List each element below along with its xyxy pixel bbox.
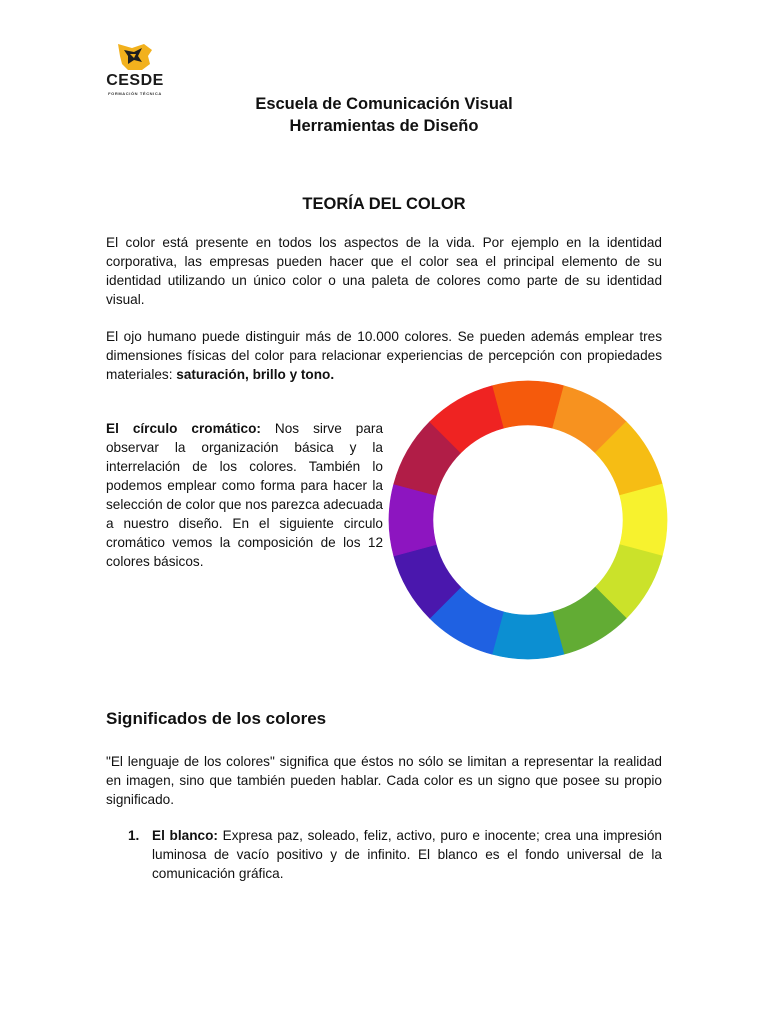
color-wheel-segment <box>492 381 564 428</box>
list-term: El blanco: <box>152 828 218 843</box>
list-item <box>128 826 662 883</box>
color-wheel-segment <box>389 484 436 556</box>
paragraph-eye-bold: saturación, brillo y tono. <box>176 367 335 382</box>
paragraph-eye-text: El ojo humano puede distinguir más de 10.000 colores. Se pueden además emplear tres dimensiones físicas del color para relacionar experiencias de percepción con propiedades materiales: <box>106 329 662 382</box>
school-name: Escuela de Comunicación Visual <box>255 95 513 113</box>
color-wheel-segment <box>492 612 564 659</box>
color-wheel <box>386 372 670 668</box>
paragraph-chromatic-circle <box>106 419 383 571</box>
logo-text: CESDE <box>106 72 164 89</box>
document-title: TEORÍA DEL COLOR <box>302 195 466 213</box>
section-intro: "El lenguaje de los colores" significa que éstos no sólo se limitan a representar la realidad en imagen, sino que también pueden hablar. Cada color es un signo que posee su propio significado. <box>106 754 662 807</box>
logo-tagline: FORMACIÓN TÉCNICA <box>108 91 162 96</box>
chromatic-circle-text: Nos sirve para observar la organización básica y la interrelación de los colores. También lo podemos emplear como forma para hacer la selección de color que nos parezca adecuada a nuestro diseño. En el siguiente circulo cromático vemos la composición de los 12 colores básicos. <box>106 421 384 569</box>
section-title: Significados de los colores <box>106 709 327 728</box>
chromatic-circle-term: El círculo cromático: <box>106 421 261 436</box>
list-text: Expresa paz, soleado, feliz, activo, puro e inocente; crea una impresión luminosa de vacío positivo y de infinito. El blanco es el fondo universal de la comunicación gráfica. <box>152 828 662 881</box>
lion-head-icon <box>104 42 166 72</box>
list-number: 1. <box>128 828 140 843</box>
cesde-logo <box>104 42 166 98</box>
paragraph-intro: El color está presente en todos los aspectos de la vida. Por ejemplo en la identidad corporativa, las empresas pueden hacer que el color sea el principal elemento de su identidad utilizando un único color o una paleta de colores como parte de su identidad visual. <box>106 235 662 307</box>
course-name: Herramientas de Diseño <box>289 117 479 135</box>
color-wheel-segment <box>620 484 667 556</box>
